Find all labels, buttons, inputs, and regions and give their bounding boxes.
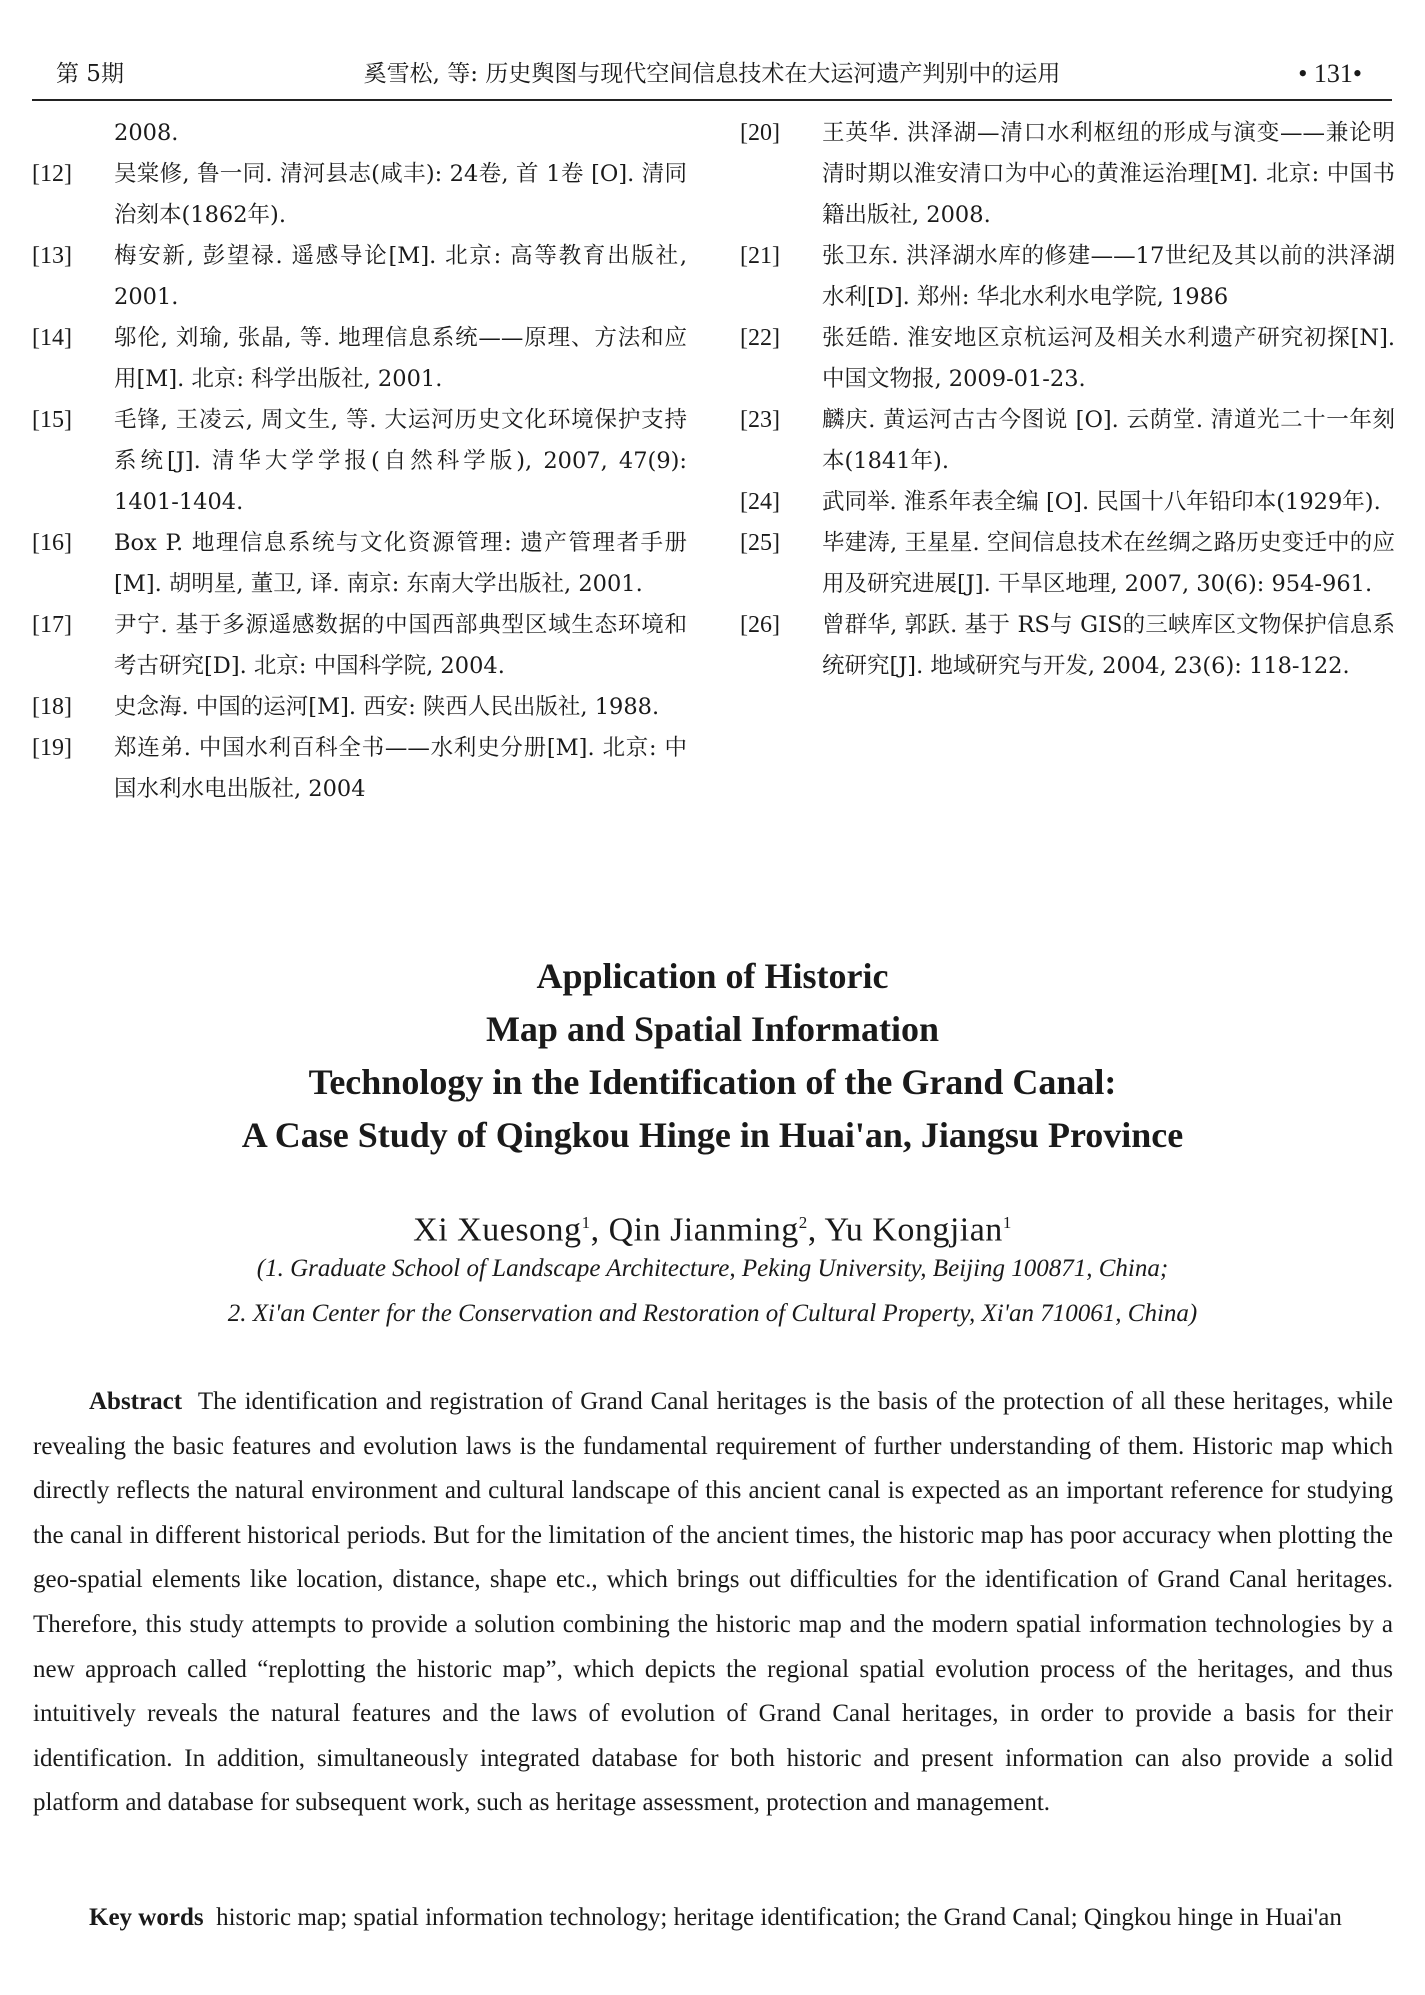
references-left-column bbox=[32, 113, 687, 810]
english-title-line: Map and Spatial Information bbox=[485, 1009, 940, 1049]
reference-number: [21] bbox=[740, 243, 780, 269]
reference-item bbox=[32, 523, 687, 605]
reference-item bbox=[32, 728, 687, 810]
reference-number: [22] bbox=[740, 325, 780, 351]
reference-item bbox=[740, 400, 1395, 482]
abstract bbox=[33, 1380, 1393, 1826]
english-title bbox=[60, 950, 1365, 1162]
reference-item bbox=[740, 482, 1395, 523]
author-name: Qin Jianming bbox=[608, 1211, 799, 1249]
reference-text: 曾群华, 郭跃. 基于 RS与 GIS的三峡库区文物保护信息系统研究[J]. 地域研究与开发, 2004, 23(6): 118-122. bbox=[822, 612, 1395, 679]
reference-number: [15] bbox=[32, 407, 72, 433]
reference-number: [18] bbox=[32, 694, 72, 720]
page-number: • 131• bbox=[1298, 59, 1362, 88]
reference-number: [16] bbox=[32, 530, 72, 556]
reference-text: Box P. 地理信息系统与文化资源管理: 遗产管理者手册[M]. 胡明星, 董卫, 译. 南京: 东南大学出版社, 2001. bbox=[114, 530, 687, 597]
reference-item bbox=[740, 236, 1395, 318]
abstract-text: The identification and registration of Grand Canal heritages is the basis of the protection of all these heritages, while revealing the basic features and evolution laws is the fundamental requirement of further understanding of them. Historic map which directly reflects the natural environment and cultural landscape of this ancient canal is expected as an important reference for studying the canal in different historical periods. But for the limitation of the ancient times, the historic map has poor accuracy when plotting the geo-spatial elements like location, distance, shape etc., which brings out difficulties for the identification of Grand Canal heritages. Therefore, this study attempts to provide a solution combining the historic map and the modern spatial information technologies by a new approach called “replotting the historic map”, which depicts the regional spatial evolution process of the heritages, and thus intuitively reveals the natural features and the laws of evolution of Grand Canal heritages, in order to provide a basis for their identification. In addition, simultaneously integrated database for both historic and present information can also provide a solid platform and database for subsequent work, such as heritage assessment, protection and management. bbox=[33, 1388, 1394, 1817]
english-title-line: A Case Study of Qingkou Hinge in Huai'an, Jiangsu Province bbox=[241, 1115, 1184, 1155]
reference-text: 尹宁. 基于多源遥感数据的中国西部典型区域生态环境和考古研究[D]. 北京: 中国科学院, 2004. bbox=[114, 612, 687, 679]
reference-text: 史念海. 中国的运河[M]. 西安: 陕西人民出版社, 1988. bbox=[114, 694, 660, 720]
reference-number: [12] bbox=[32, 161, 72, 187]
english-title-line: Application of Historic bbox=[536, 956, 889, 996]
header-rule bbox=[32, 99, 1392, 101]
reference-item bbox=[32, 236, 687, 318]
reference-number: [23] bbox=[740, 407, 780, 433]
reference-number: [20] bbox=[740, 120, 780, 146]
keywords-text: historic map; spatial information technology; heritage identification; the Grand Canal; Qingkou hinge in Huai'an bbox=[216, 1904, 1342, 1931]
reference-text: 武同举. 淮系年表全编 [O]. 民国十八年铅印本(1929年). bbox=[822, 489, 1381, 515]
affiliation-2: 2. Xi'an Center for the Conservation and Restoration of Cultural Property, Xi'an 710061, China) bbox=[227, 1300, 1198, 1327]
reference-number: [14] bbox=[32, 325, 72, 351]
english-title-line: Technology in the Identification of the Grand Canal: bbox=[308, 1062, 1117, 1102]
issue-number: 第 5期 bbox=[56, 61, 124, 87]
reference-item bbox=[32, 687, 687, 728]
reference-item bbox=[32, 400, 687, 523]
reference-text: 2008. bbox=[114, 120, 179, 146]
author-separator: , bbox=[590, 1211, 609, 1249]
reference-text: 张卫东. 洪泽湖水库的修建——17世纪及其以前的洪泽湖水利[D]. 郑州: 华北水利水电学院, 1986 bbox=[822, 243, 1395, 310]
reference-item bbox=[740, 113, 1395, 236]
reference-item bbox=[740, 605, 1395, 687]
reference-text: 邬伦, 刘瑜, 张晶, 等. 地理信息系统——原理、方法和应用[M]. 北京: 科学出版社, 2001. bbox=[114, 325, 687, 392]
reference-text: 麟庆. 黄运河古古今图说 [O]. 云荫堂. 清道光二十一年刻本(1841年). bbox=[822, 407, 1395, 474]
reference-text: 梅安新, 彭望禄. 遥感导论[M]. 北京: 高等教育出版社, 2001. bbox=[114, 243, 687, 310]
abstract-label: Abstract bbox=[89, 1388, 183, 1415]
reference-number: [13] bbox=[32, 243, 72, 269]
author-affiliation-mark: 2 bbox=[798, 1213, 808, 1232]
reference-text: 吴棠修, 鲁一同. 清河县志(咸丰): 24卷, 首 1卷 [O]. 清同治刻本(1862年). bbox=[114, 161, 687, 228]
reference-item bbox=[740, 318, 1395, 400]
author-list bbox=[60, 1200, 1365, 1253]
reference-number: [17] bbox=[32, 612, 72, 638]
author-affiliation-mark: 1 bbox=[581, 1213, 591, 1232]
reference-text: 郑连弟. 中国水利百科全书——水利史分册[M]. 北京: 中国水利水电出版社, 2004 bbox=[114, 735, 687, 802]
reference-text: 王英华. 洪泽湖—清口水利枢纽的形成与演变——兼论明清时期以淮安清口为中心的黄淮运治理[M]. 北京: 中国书籍出版社, 2008. bbox=[822, 120, 1395, 228]
reference-number bbox=[32, 113, 114, 154]
reference-text: 毛锋, 王凌云, 周文生, 等. 大运河历史文化环境保护支持系统[J]. 清华大学学报(自然科学版), 2007, 47(9): 1401-1404. bbox=[114, 407, 687, 515]
keywords-label: Key words bbox=[89, 1904, 204, 1931]
reference-number: [24] bbox=[740, 489, 780, 515]
keywords bbox=[33, 1896, 1393, 1940]
running-head bbox=[32, 52, 1392, 96]
reference-item bbox=[32, 605, 687, 687]
running-title: 奚雪松, 等: 历史舆图与现代空间信息技术在大运河遗产判别中的运用 bbox=[363, 61, 1061, 87]
reference-number: [19] bbox=[32, 735, 72, 761]
reference-text: 毕建涛, 王星星. 空间信息技术在丝绸之路历史变迁中的应用及研究进展[J]. 干旱区地理, 2007, 30(6): 954-961. bbox=[822, 530, 1395, 597]
author-separator: , bbox=[807, 1211, 825, 1249]
reference-item bbox=[740, 523, 1395, 605]
reference-number: [25] bbox=[740, 530, 780, 556]
references-right-column bbox=[740, 113, 1395, 687]
author-affiliation-mark: 1 bbox=[1002, 1213, 1012, 1232]
author-name: Yu Kongjian bbox=[824, 1211, 1003, 1249]
reference-text: 张廷皓. 淮安地区京杭运河及相关水利遗产研究初探[N]. 中国文物报, 2009-01-23. bbox=[822, 325, 1395, 392]
affiliation-1: (1. Graduate School of Landscape Architecture, Peking University, Beijing 100871, China; bbox=[256, 1255, 1169, 1282]
author-name: Xi Xuesong bbox=[413, 1211, 582, 1249]
reference-item bbox=[32, 318, 687, 400]
reference-number: [26] bbox=[740, 612, 780, 638]
reference-item bbox=[32, 113, 687, 154]
reference-item bbox=[32, 154, 687, 236]
